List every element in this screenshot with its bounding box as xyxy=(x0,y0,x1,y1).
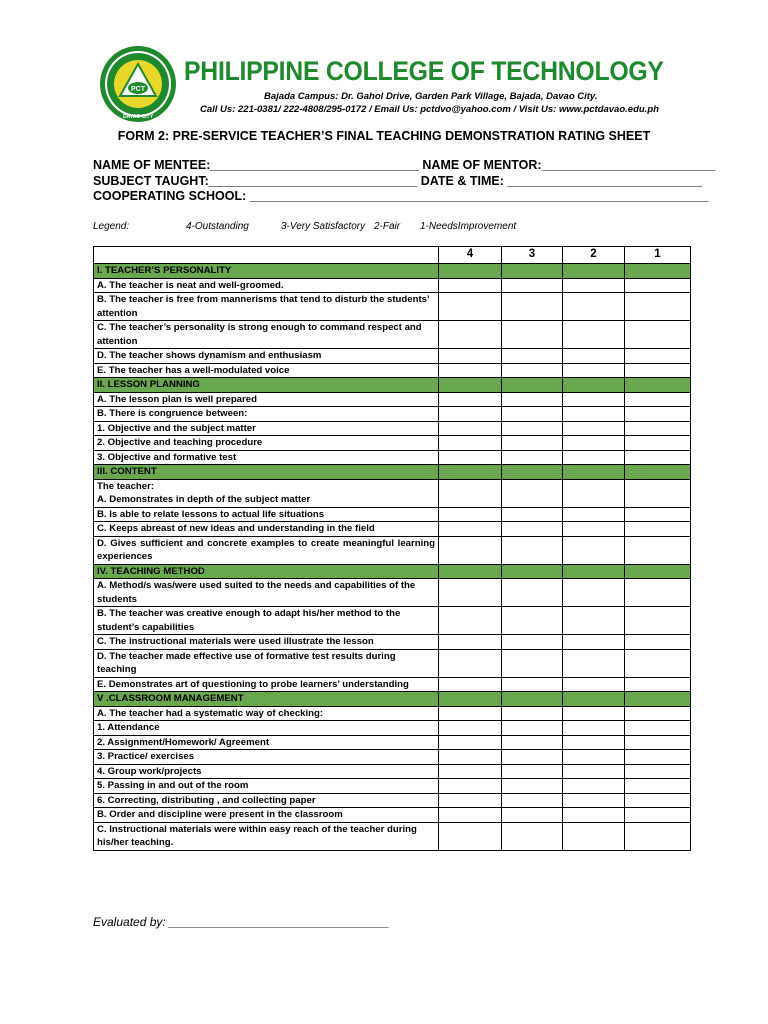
criteria-row xyxy=(94,321,691,349)
criteria-text xyxy=(94,407,439,422)
score-cell-3[interactable] xyxy=(502,635,563,650)
mentee-mentor-row: NAME OF MENTEE:______________________________ NAME OF MENTOR:_________________________ xyxy=(93,158,716,172)
criteria-text xyxy=(94,293,439,321)
criteria-row xyxy=(94,649,691,677)
criteria-line: 2. Assignment/Homework/ Agreement xyxy=(97,736,270,748)
score-cell-3[interactable] xyxy=(502,278,563,293)
criteria-text xyxy=(94,363,439,378)
score-cell-4[interactable] xyxy=(439,735,502,750)
column-header-2: 2 xyxy=(563,247,625,264)
score-cell-3 xyxy=(502,564,563,579)
score-cell-3[interactable] xyxy=(502,579,563,607)
score-cell-4[interactable] xyxy=(439,721,502,736)
criteria-text xyxy=(94,677,439,692)
criteria-line: E. Demonstrates art of questioning to probe learners’ understanding xyxy=(97,678,409,690)
score-cell-3[interactable] xyxy=(502,607,563,635)
score-cell-2 xyxy=(563,564,625,579)
criteria-row xyxy=(94,764,691,779)
score-cell-2[interactable] xyxy=(563,649,625,677)
criteria-line: B. The teacher is free from mannerisms that tend to disturb the students’ attention xyxy=(97,294,430,319)
criteria-row xyxy=(94,677,691,692)
score-cell-1[interactable] xyxy=(625,349,691,364)
score-cell-3[interactable] xyxy=(502,793,563,808)
score-cell-4[interactable] xyxy=(439,793,502,808)
score-cell-2[interactable] xyxy=(563,735,625,750)
section-title xyxy=(94,264,439,279)
score-cell-2[interactable] xyxy=(563,750,625,765)
score-cell-3[interactable] xyxy=(502,779,563,794)
score-cell-3[interactable] xyxy=(502,349,563,364)
criteria-line: D. The teacher made effective use of formative test results during teaching xyxy=(97,650,396,675)
criteria-text xyxy=(94,579,439,607)
criteria-line: 3. Objective and formative test xyxy=(97,451,237,463)
score-cell-2[interactable] xyxy=(563,407,625,422)
score-cell-4[interactable] xyxy=(439,522,502,537)
score-cell-1[interactable] xyxy=(625,635,691,650)
section-title xyxy=(94,378,439,393)
criteria-row xyxy=(94,450,691,465)
score-cell-1[interactable] xyxy=(625,321,691,349)
criteria-line: D. The teacher shows dynamism and enthusiasm xyxy=(97,350,322,361)
score-cell-2[interactable] xyxy=(563,321,625,349)
criteria-line: IV. TEACHING METHOD xyxy=(97,565,205,577)
criteria-row xyxy=(94,607,691,635)
score-cell-4[interactable] xyxy=(439,808,502,823)
score-cell-1[interactable] xyxy=(625,750,691,765)
score-cell-3[interactable] xyxy=(502,436,563,451)
score-cell-3[interactable] xyxy=(502,677,563,692)
criteria-line: E. The teacher has a well-modulated voice xyxy=(97,364,290,376)
score-cell-4[interactable] xyxy=(439,278,502,293)
criteria-text xyxy=(94,822,439,850)
criteria-line: A. The teacher is neat and well-groomed. xyxy=(97,279,284,291)
score-cell-4[interactable] xyxy=(439,421,502,436)
criteria-row xyxy=(94,392,691,407)
score-cell-3[interactable] xyxy=(502,649,563,677)
score-cell-2[interactable] xyxy=(563,764,625,779)
score-cell-3[interactable] xyxy=(502,822,563,850)
criteria-row xyxy=(94,349,691,364)
score-cell-4[interactable] xyxy=(439,649,502,677)
score-cell-2[interactable] xyxy=(563,779,625,794)
criteria-line: V .CLASSROOM MANAGEMENT xyxy=(97,693,244,704)
score-cell-4[interactable] xyxy=(439,607,502,635)
criteria-row xyxy=(94,363,691,378)
legend-item-3: 3-Very Satisfactory xyxy=(281,221,366,232)
score-cell-3[interactable] xyxy=(502,363,563,378)
criteria-row xyxy=(94,436,691,451)
subject-date-row: SUBJECT TAUGHT:______________________________ DATE & TIME: ____________________________ xyxy=(93,173,702,188)
criteria-text xyxy=(94,321,439,349)
score-cell-1[interactable] xyxy=(625,450,691,465)
score-cell-1 xyxy=(625,564,691,579)
criteria-text xyxy=(94,735,439,750)
score-cell-3[interactable] xyxy=(502,721,563,736)
criteria-text xyxy=(94,808,439,823)
criteria-line: C. The teacher’s personality is strong enough to command respect and attention xyxy=(97,322,422,347)
score-cell-1[interactable] xyxy=(625,436,691,451)
table-header-row xyxy=(94,247,691,264)
criteria-row xyxy=(94,822,691,850)
score-cell-1[interactable] xyxy=(625,536,691,564)
score-cell-1[interactable] xyxy=(625,779,691,794)
criteria-row xyxy=(94,793,691,808)
score-cell-3[interactable] xyxy=(502,450,563,465)
score-cell-1[interactable] xyxy=(625,522,691,537)
score-cell-4[interactable] xyxy=(439,507,502,522)
section-row xyxy=(94,564,691,579)
section-row xyxy=(94,465,691,480)
score-cell-4[interactable] xyxy=(439,764,502,779)
score-cell-3[interactable] xyxy=(502,522,563,537)
score-cell-1[interactable] xyxy=(625,278,691,293)
criteria-row xyxy=(94,635,691,650)
score-cell-2 xyxy=(563,264,625,279)
criteria-line: A. Method/s was/were used suited to the needs and capabilities of the students xyxy=(97,580,416,605)
score-cell-4[interactable] xyxy=(439,677,502,692)
score-cell-2[interactable] xyxy=(563,436,625,451)
criteria-line: C. The instructional materials were used illustrate the lesson xyxy=(97,636,374,647)
score-cell-4[interactable] xyxy=(439,635,502,650)
criteria-line: III. CONTENT xyxy=(97,466,157,477)
score-cell-4[interactable] xyxy=(439,349,502,364)
score-cell-3[interactable] xyxy=(502,706,563,721)
score-cell-1 xyxy=(625,378,691,393)
score-cell-1 xyxy=(625,692,691,707)
score-cell-3[interactable] xyxy=(502,750,563,765)
criteria-line: 5. Passing in and out of the room xyxy=(97,780,249,791)
mentee-info-block xyxy=(93,158,715,205)
score-cell-2[interactable] xyxy=(563,808,625,823)
score-cell-1[interactable] xyxy=(625,392,691,407)
score-cell-1[interactable] xyxy=(625,721,691,736)
column-header-4: 4 xyxy=(439,247,502,264)
column-header-1: 1 xyxy=(625,247,691,264)
criteria-line: 1. Objective and the subject matter xyxy=(97,422,256,434)
criteria-row xyxy=(94,579,691,607)
score-cell-1[interactable] xyxy=(625,822,691,850)
section-row xyxy=(94,378,691,393)
college-seal-logo xyxy=(98,44,178,124)
score-cell-2[interactable] xyxy=(563,479,625,507)
score-cell-2[interactable] xyxy=(563,278,625,293)
score-cell-3[interactable] xyxy=(502,321,563,349)
score-cell-4[interactable] xyxy=(439,579,502,607)
college-name: PHILIPPINE COLLEGE OF TECHNOLOGY xyxy=(184,56,664,86)
legend-item-2: 2-Fair xyxy=(374,221,401,232)
letterhead xyxy=(96,42,696,122)
score-cell-1[interactable] xyxy=(625,793,691,808)
criteria-row xyxy=(94,735,691,750)
score-cell-1[interactable] xyxy=(625,677,691,692)
section-title xyxy=(94,564,439,579)
campus-address: Bajada Campus: Dr. Gahol Drive, Garden Park Village, Bajada, Davao City. xyxy=(264,91,598,102)
score-cell-4[interactable] xyxy=(439,779,502,794)
cooperating-school-row: COOPERATING SCHOOL: __________________________________________________________________ xyxy=(93,189,709,203)
score-cell-2[interactable] xyxy=(563,536,625,564)
criteria-text xyxy=(94,635,439,650)
score-cell-3[interactable] xyxy=(502,407,563,422)
score-cell-2[interactable] xyxy=(563,822,625,850)
score-cell-3[interactable] xyxy=(502,536,563,564)
legend-label: Legend: xyxy=(93,221,130,232)
criteria-line: B. There is congruence between: xyxy=(97,408,248,419)
criteria-line: A. Demonstrates in depth of the subject matter xyxy=(97,494,311,505)
score-cell-1 xyxy=(625,465,691,480)
score-cell-2 xyxy=(563,465,625,480)
score-cell-2 xyxy=(563,692,625,707)
section-row xyxy=(94,264,691,279)
score-cell-4[interactable] xyxy=(439,321,502,349)
evaluated-by-line: Evaluated by: _________________________________ xyxy=(93,915,390,929)
score-cell-1[interactable] xyxy=(625,293,691,321)
score-cell-2[interactable] xyxy=(563,706,625,721)
score-cell-4[interactable] xyxy=(439,750,502,765)
score-cell-3[interactable] xyxy=(502,808,563,823)
score-cell-2[interactable] xyxy=(563,421,625,436)
score-cell-2[interactable] xyxy=(563,349,625,364)
score-cell-4[interactable] xyxy=(439,479,502,507)
criteria-row xyxy=(94,421,691,436)
score-cell-1[interactable] xyxy=(625,579,691,607)
criteria-line: The teacher: xyxy=(97,480,155,492)
criteria-line: 4. Group work/projects xyxy=(97,765,202,777)
score-cell-1[interactable] xyxy=(625,764,691,779)
rating-table xyxy=(93,246,691,851)
score-cell-4 xyxy=(439,378,502,393)
criteria-row xyxy=(94,522,691,537)
score-cell-4[interactable] xyxy=(439,822,502,850)
legend-item-1: 1-NeedsImprovement xyxy=(420,221,517,232)
score-cell-4[interactable] xyxy=(439,450,502,465)
score-cell-2[interactable] xyxy=(563,793,625,808)
criteria-row xyxy=(94,721,691,736)
criteria-line: B. Is able to relate lessons to actual life situations xyxy=(97,508,325,520)
score-cell-3[interactable] xyxy=(502,479,563,507)
criteria-text xyxy=(94,706,439,721)
score-cell-3 xyxy=(502,465,563,480)
criteria-text xyxy=(94,479,439,507)
section-row xyxy=(94,692,691,707)
criteria-text xyxy=(94,750,439,765)
score-cell-2 xyxy=(563,378,625,393)
criteria-row xyxy=(94,808,691,823)
criteria-text xyxy=(94,764,439,779)
score-cell-3 xyxy=(502,264,563,279)
score-cell-4 xyxy=(439,564,502,579)
score-cell-2[interactable] xyxy=(563,635,625,650)
criteria-line: 1. Attendance xyxy=(97,722,160,733)
criteria-row xyxy=(94,706,691,721)
criteria-line: C. Keeps abreast of new ideas and understanding in the field xyxy=(97,523,375,534)
criteria-row xyxy=(94,507,691,522)
logo-text: PCT xyxy=(131,86,145,93)
criteria-row xyxy=(94,750,691,765)
score-cell-4 xyxy=(439,692,502,707)
criteria-line: 2. Objective and teaching procedure xyxy=(97,437,263,448)
criteria-text xyxy=(94,349,439,364)
score-cell-2[interactable] xyxy=(563,450,625,465)
criteria-text xyxy=(94,392,439,407)
criteria-line: C. Instructional materials were within easy reach of the teacher during his/her teaching. xyxy=(97,823,417,848)
score-cell-2[interactable] xyxy=(563,522,625,537)
criteria-text xyxy=(94,522,439,537)
score-cell-2[interactable] xyxy=(563,721,625,736)
score-cell-3 xyxy=(502,692,563,707)
criteria-line: A. The lesson plan is well prepared xyxy=(97,393,257,405)
score-cell-1[interactable] xyxy=(625,706,691,721)
legend-item-4: 4-Outstanding xyxy=(186,221,249,232)
score-cell-3[interactable] xyxy=(502,507,563,522)
score-cell-1[interactable] xyxy=(625,808,691,823)
score-cell-2[interactable] xyxy=(563,363,625,378)
criteria-line: D. Gives sufficient and concrete examples to create meaningful learning experiences xyxy=(97,537,435,562)
criteria-text xyxy=(94,779,439,794)
criteria-line: B. The teacher was creative enough to adapt his/her method to the student’s capabilities xyxy=(97,608,401,633)
score-cell-4 xyxy=(439,465,502,480)
criteria-row xyxy=(94,479,691,507)
score-cell-1[interactable] xyxy=(625,407,691,422)
form-title: FORM 2: PRE-SERVICE TEACHER’S FINAL TEACHING DEMONSTRATION RATING SHEET xyxy=(117,129,651,143)
criteria-text xyxy=(94,450,439,465)
score-cell-1[interactable] xyxy=(625,735,691,750)
score-cell-2[interactable] xyxy=(563,607,625,635)
score-cell-4[interactable] xyxy=(439,407,502,422)
criteria-line: 6. Correcting, distributing , and collecting paper xyxy=(97,794,316,806)
score-cell-4[interactable] xyxy=(439,293,502,321)
column-header-3: 3 xyxy=(502,247,563,264)
logo-ring-text: DAVAO CITY xyxy=(122,114,154,120)
criteria-row xyxy=(94,293,691,321)
criteria-header xyxy=(94,247,439,264)
score-cell-1[interactable] xyxy=(625,507,691,522)
criteria-text xyxy=(94,421,439,436)
score-cell-2[interactable] xyxy=(563,677,625,692)
criteria-text xyxy=(94,278,439,293)
score-cell-4[interactable] xyxy=(439,706,502,721)
criteria-row xyxy=(94,407,691,422)
score-cell-1 xyxy=(625,264,691,279)
criteria-text xyxy=(94,793,439,808)
score-cell-1[interactable] xyxy=(625,421,691,436)
criteria-line: A. The teacher had a systematic way of checking: xyxy=(97,707,324,719)
score-cell-1[interactable] xyxy=(625,649,691,677)
criteria-row xyxy=(94,536,691,564)
score-cell-3[interactable] xyxy=(502,764,563,779)
criteria-row xyxy=(94,278,691,293)
score-cell-3[interactable] xyxy=(502,293,563,321)
criteria-text xyxy=(94,607,439,635)
score-cell-1[interactable] xyxy=(625,479,691,507)
score-cell-2[interactable] xyxy=(563,507,625,522)
score-cell-4[interactable] xyxy=(439,392,502,407)
score-cell-2[interactable] xyxy=(563,293,625,321)
score-cell-1[interactable] xyxy=(625,363,691,378)
score-cell-4[interactable] xyxy=(439,363,502,378)
criteria-line: I. TEACHER’S PERSONALITY xyxy=(97,265,232,276)
score-cell-3[interactable] xyxy=(502,735,563,750)
criteria-text xyxy=(94,507,439,522)
score-cell-3 xyxy=(502,378,563,393)
criteria-line: II. LESSON PLANNING xyxy=(97,379,200,390)
criteria-row xyxy=(94,779,691,794)
score-cell-4 xyxy=(439,264,502,279)
criteria-line: 3. Practice/ exercises xyxy=(97,751,195,762)
score-cell-4[interactable] xyxy=(439,536,502,564)
criteria-text xyxy=(94,436,439,451)
section-title xyxy=(94,465,439,480)
contact-info: Call Us: 221-0381/ 222-4808/295-0172 / Email Us: pctdvo@yahoo.com / Visit Us: www.pctdavao.edu.ph xyxy=(200,104,659,115)
score-cell-4[interactable] xyxy=(439,436,502,451)
criteria-text xyxy=(94,721,439,736)
score-cell-3[interactable] xyxy=(502,392,563,407)
score-cell-2[interactable] xyxy=(563,579,625,607)
score-cell-1[interactable] xyxy=(625,607,691,635)
score-cell-2[interactable] xyxy=(563,392,625,407)
score-cell-3[interactable] xyxy=(502,421,563,436)
criteria-text xyxy=(94,536,439,564)
section-title xyxy=(94,692,439,707)
criteria-text xyxy=(94,649,439,677)
criteria-line: B. Order and discipline were present in the classroom xyxy=(97,809,343,820)
